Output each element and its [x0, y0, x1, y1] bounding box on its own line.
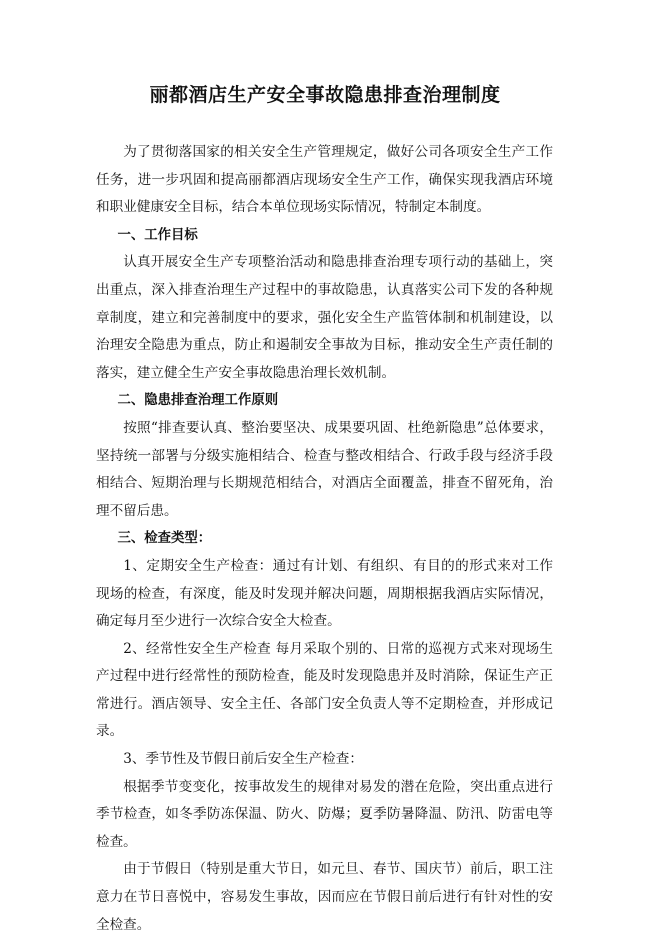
section-heading-goals: 一、工作目标: [117, 227, 198, 243]
section-paragraph: 由于节假日（特别是重大节日，如元旦、春节、国庆节）前后，职工注意力在节日喜悦中，容易发生事故，因而应在节假日前后进行有针对性的安全检查。: [96, 861, 553, 933]
section-paragraph: 根据季节变变化，按事故发生的规律对易发的潜在危险，突出重点进行季节检查，如冬季防冻保温、防火、防爆；夏季防暑降温、防汛、防雷电等检查。: [96, 778, 553, 850]
inspection-item-regular: 2、经常性安全生产检查 每月采取个别的、日常的巡视方式来对现场生产过程中进行经常性的预防检查，能及时发现隐患并及时消除，保证生产正常进行。酒店领导、安全主任、各部门安全负责人等不定期检查，并形成记录。: [96, 640, 553, 740]
section-heading-inspection-types: 三、检查类型：: [117, 531, 212, 547]
document-title: 丽都酒店生产安全事故隐患排查治理制度: [149, 84, 501, 106]
section-paragraph: 按照“排查要认真、整治要坚决、成果要巩固、杜绝新隐患”总体要求，坚持统一部署与分级实施相结合、检查与整改相结合、行政手段与经济手段相结合、短期治理与长期规范相结合，对酒店全面覆盖，排查不留死角，治理不留后患。: [96, 419, 553, 519]
intro-paragraph: 为了贯彻落国家的相关安全生产管理规定，做好公司各项安全生产工作任务，进一步巩固和提高丽都酒店现场安全生产工作，确保实现我酒店环境和职业健康安全目标，结合本单位现场实际情况，特制定本制度。: [96, 144, 553, 216]
inspection-item-seasonal: 3、季节性及节假日前后安全生产检查：: [123, 751, 363, 768]
section-paragraph: 认真开展安全生产专项整治活动和隐患排查治理专项行动的基础上，突出重点，深入排查治理生产过程中的事故隐患，认真落实公司下发的各种规章制度，建立和完善制度中的要求，强化安全生产监管体制和机制建设，以治理安全隐患为重点，防止和遏制安全事故为目标，推动安全生产责任制的落实，建立健全生产安全事故隐患治理长效机制。: [96, 254, 553, 381]
document-body: [96, 139, 553, 939]
section-heading-principles: 二、隐患排查治理工作原则: [117, 393, 279, 409]
inspection-item-periodic: 1、定期安全生产检查：通过有计划、有组织、有目的的形式来对工作现场的检查，有深度，能及时发现并解决问题，周期根据我酒店实际情况，确定每月至少进行一次综合安全大检查。: [96, 557, 553, 630]
